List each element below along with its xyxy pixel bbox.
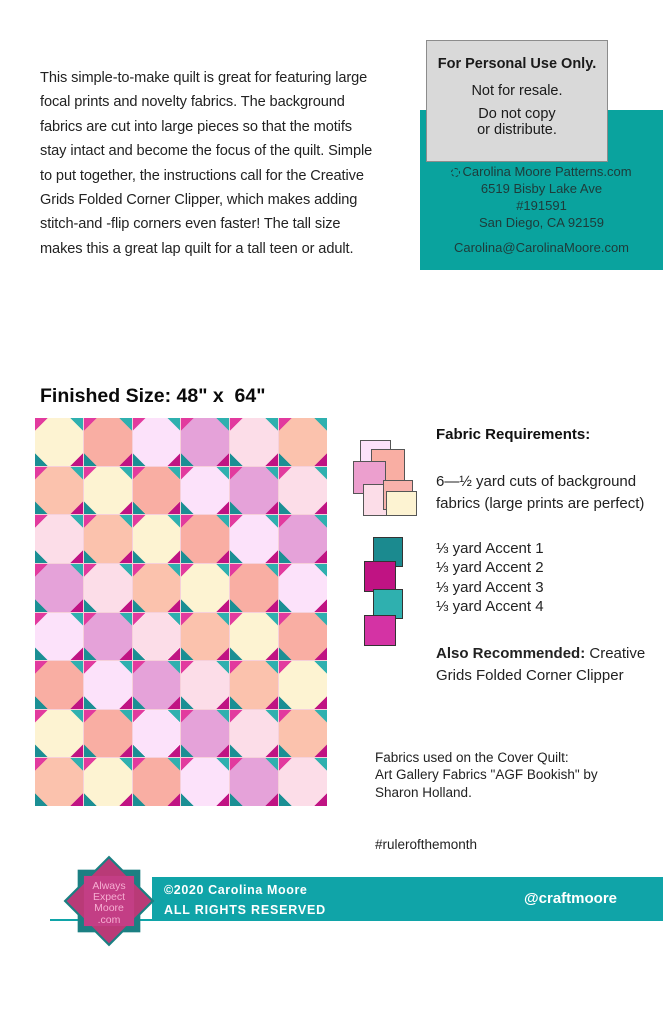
personal-use-title: For Personal Use Only. (437, 56, 597, 72)
intro-paragraph: This simple-to-make quilt is great for featuring large focal prints and novelty fabrics. The background fabrics are cut into large pieces so that the motifs stay intact and become the focus of the quilt. Simple to put together, the instructions call for the Creative Grids Folded Corner Clipper, which makes adding stitch-and -flip corners even faster! The tall size makes this a great lap quilt for a tall teen or adult. (40, 70, 373, 257)
hashtag-text: #rulerofthemonth (375, 837, 478, 852)
or-distribute-text: or distribute. (477, 121, 557, 138)
quilt-block-orchid (230, 467, 278, 515)
accent-4-swatch (364, 615, 396, 646)
quilt-block-pale_pink (230, 418, 278, 466)
quilt-block-orchid (230, 758, 278, 806)
also-recommended-label: Also Recommended: (436, 645, 586, 662)
quilt-block-pale_pink (279, 467, 327, 515)
quilt-block-salmon (133, 467, 181, 515)
quilt-block-pale_pink (230, 710, 278, 758)
quilt-block-orchid (133, 661, 181, 709)
address-line-1: 6519 Bisby Lake Ave (480, 181, 603, 196)
quilt-block-pale_lavender (279, 564, 327, 612)
personal-use-box (426, 40, 608, 162)
accent-4-requirement: ⅓ yard Accent 4 (436, 597, 544, 615)
quilt-block-peach (35, 467, 83, 515)
accent-3-requirement: ⅓ yard Accent 3 (436, 578, 544, 596)
quilt-block-cream (181, 564, 229, 612)
accent-1-requirement: ⅓ yard Accent 1 (436, 540, 544, 557)
quilt-block-peach (133, 564, 181, 612)
quilt-block-salmon (279, 613, 327, 661)
contact-email: Carolina@CarolinaMoore.com (453, 240, 630, 255)
quilt-block-peach (84, 515, 132, 563)
finished-size-heading: Finished Size: 48" x 64" (40, 385, 266, 407)
do-not-copy-text: Do not copy (478, 106, 556, 122)
quilt-block-salmon (35, 661, 83, 709)
footer-rights: ALL RIGHTS RESERVED (164, 903, 326, 917)
quilt-block-salmon (84, 418, 132, 466)
quilt-block-pale_pink (133, 613, 181, 661)
quilt-block-peach (181, 613, 229, 661)
logo-line-1: Always (92, 880, 126, 892)
quilt-block-pale_pink (279, 758, 327, 806)
quilt-block-salmon (230, 564, 278, 612)
logo-line-3: Moore (94, 902, 124, 915)
quilt-block-pale_lavender (230, 515, 278, 563)
quilt-block-orchid (84, 613, 132, 661)
also-recommended-text: Creative Grids Folded Corner Clipper (436, 645, 646, 684)
accent-2-swatch (364, 561, 396, 592)
quilt-block-peach (279, 710, 327, 758)
quilt-block-salmon (133, 758, 181, 806)
quilt-block-pale_lavender (181, 467, 229, 515)
quilt-block-cream (133, 515, 181, 563)
quilt-block-pale_pink (35, 515, 83, 563)
quilt-block-cream (84, 758, 132, 806)
quilt-block-orchid (279, 515, 327, 563)
cover-note-line-3: Sharon Holland. (375, 784, 472, 800)
quilt-block-cream (35, 710, 83, 758)
quilt-block-peach (230, 661, 278, 709)
logo-line-2: Expect (92, 891, 126, 904)
quilt-block-cream (84, 467, 132, 515)
quilt-block-orchid (181, 710, 229, 758)
dashed-circle-icon (451, 168, 460, 177)
address-line-2: #191591 (516, 198, 567, 213)
accent-requirements-list (436, 539, 544, 616)
quilt-block-pale_lavender (133, 710, 181, 758)
background-requirement-text: 6—½ yard cuts of background fabrics (large prints are perfect) (436, 473, 645, 512)
footer-copyright: ©2020 Carolina Moore (164, 883, 308, 897)
not-for-resale-text: Not for resale. (471, 83, 563, 99)
quilt-block-cream (279, 661, 327, 709)
cover-note-line-2: Art Gallery Fabrics "AGF Bookish" by (375, 767, 598, 783)
quilt-block-pale_pink (181, 661, 229, 709)
quilt-block-peach (279, 418, 327, 466)
quilt-block-pale_pink (84, 564, 132, 612)
quilt-block-orchid (35, 564, 83, 612)
social-handle: @craftmoore (524, 890, 617, 907)
footer-bar (152, 877, 663, 921)
company-line (420, 163, 663, 180)
quilt-block-salmon (181, 515, 229, 563)
quilt-block-orchid (181, 418, 229, 466)
background-swatch-cream (386, 491, 417, 516)
fabric-requirements-title: Fabric Requirements: (436, 426, 591, 443)
quilt-block-cream (230, 613, 278, 661)
cover-quilt-note (375, 749, 598, 801)
also-recommended (436, 643, 650, 686)
quilt-block-pale_lavender (35, 613, 83, 661)
quilt-block-cream (35, 418, 83, 466)
accent-2-requirement: ⅓ yard Accent 2 (436, 559, 544, 577)
quilt-grid (35, 418, 327, 806)
quilt-block-pale_lavender (133, 418, 181, 466)
quilt-block-pale_lavender (181, 758, 229, 806)
logo-text (84, 878, 134, 928)
quilt-block-pale_lavender (84, 661, 132, 709)
always-expect-moore-logo (62, 854, 156, 948)
address-line-3: San Diego, CA 92159 (478, 215, 605, 230)
quilt-block-peach (35, 758, 83, 806)
logo-line-4: .com (97, 913, 121, 926)
cover-note-line-1: Fabrics used on the Cover Quilt: (375, 750, 569, 765)
quilt-block-salmon (84, 710, 132, 758)
company-name: Carolina Moore Patterns.com (462, 164, 632, 179)
